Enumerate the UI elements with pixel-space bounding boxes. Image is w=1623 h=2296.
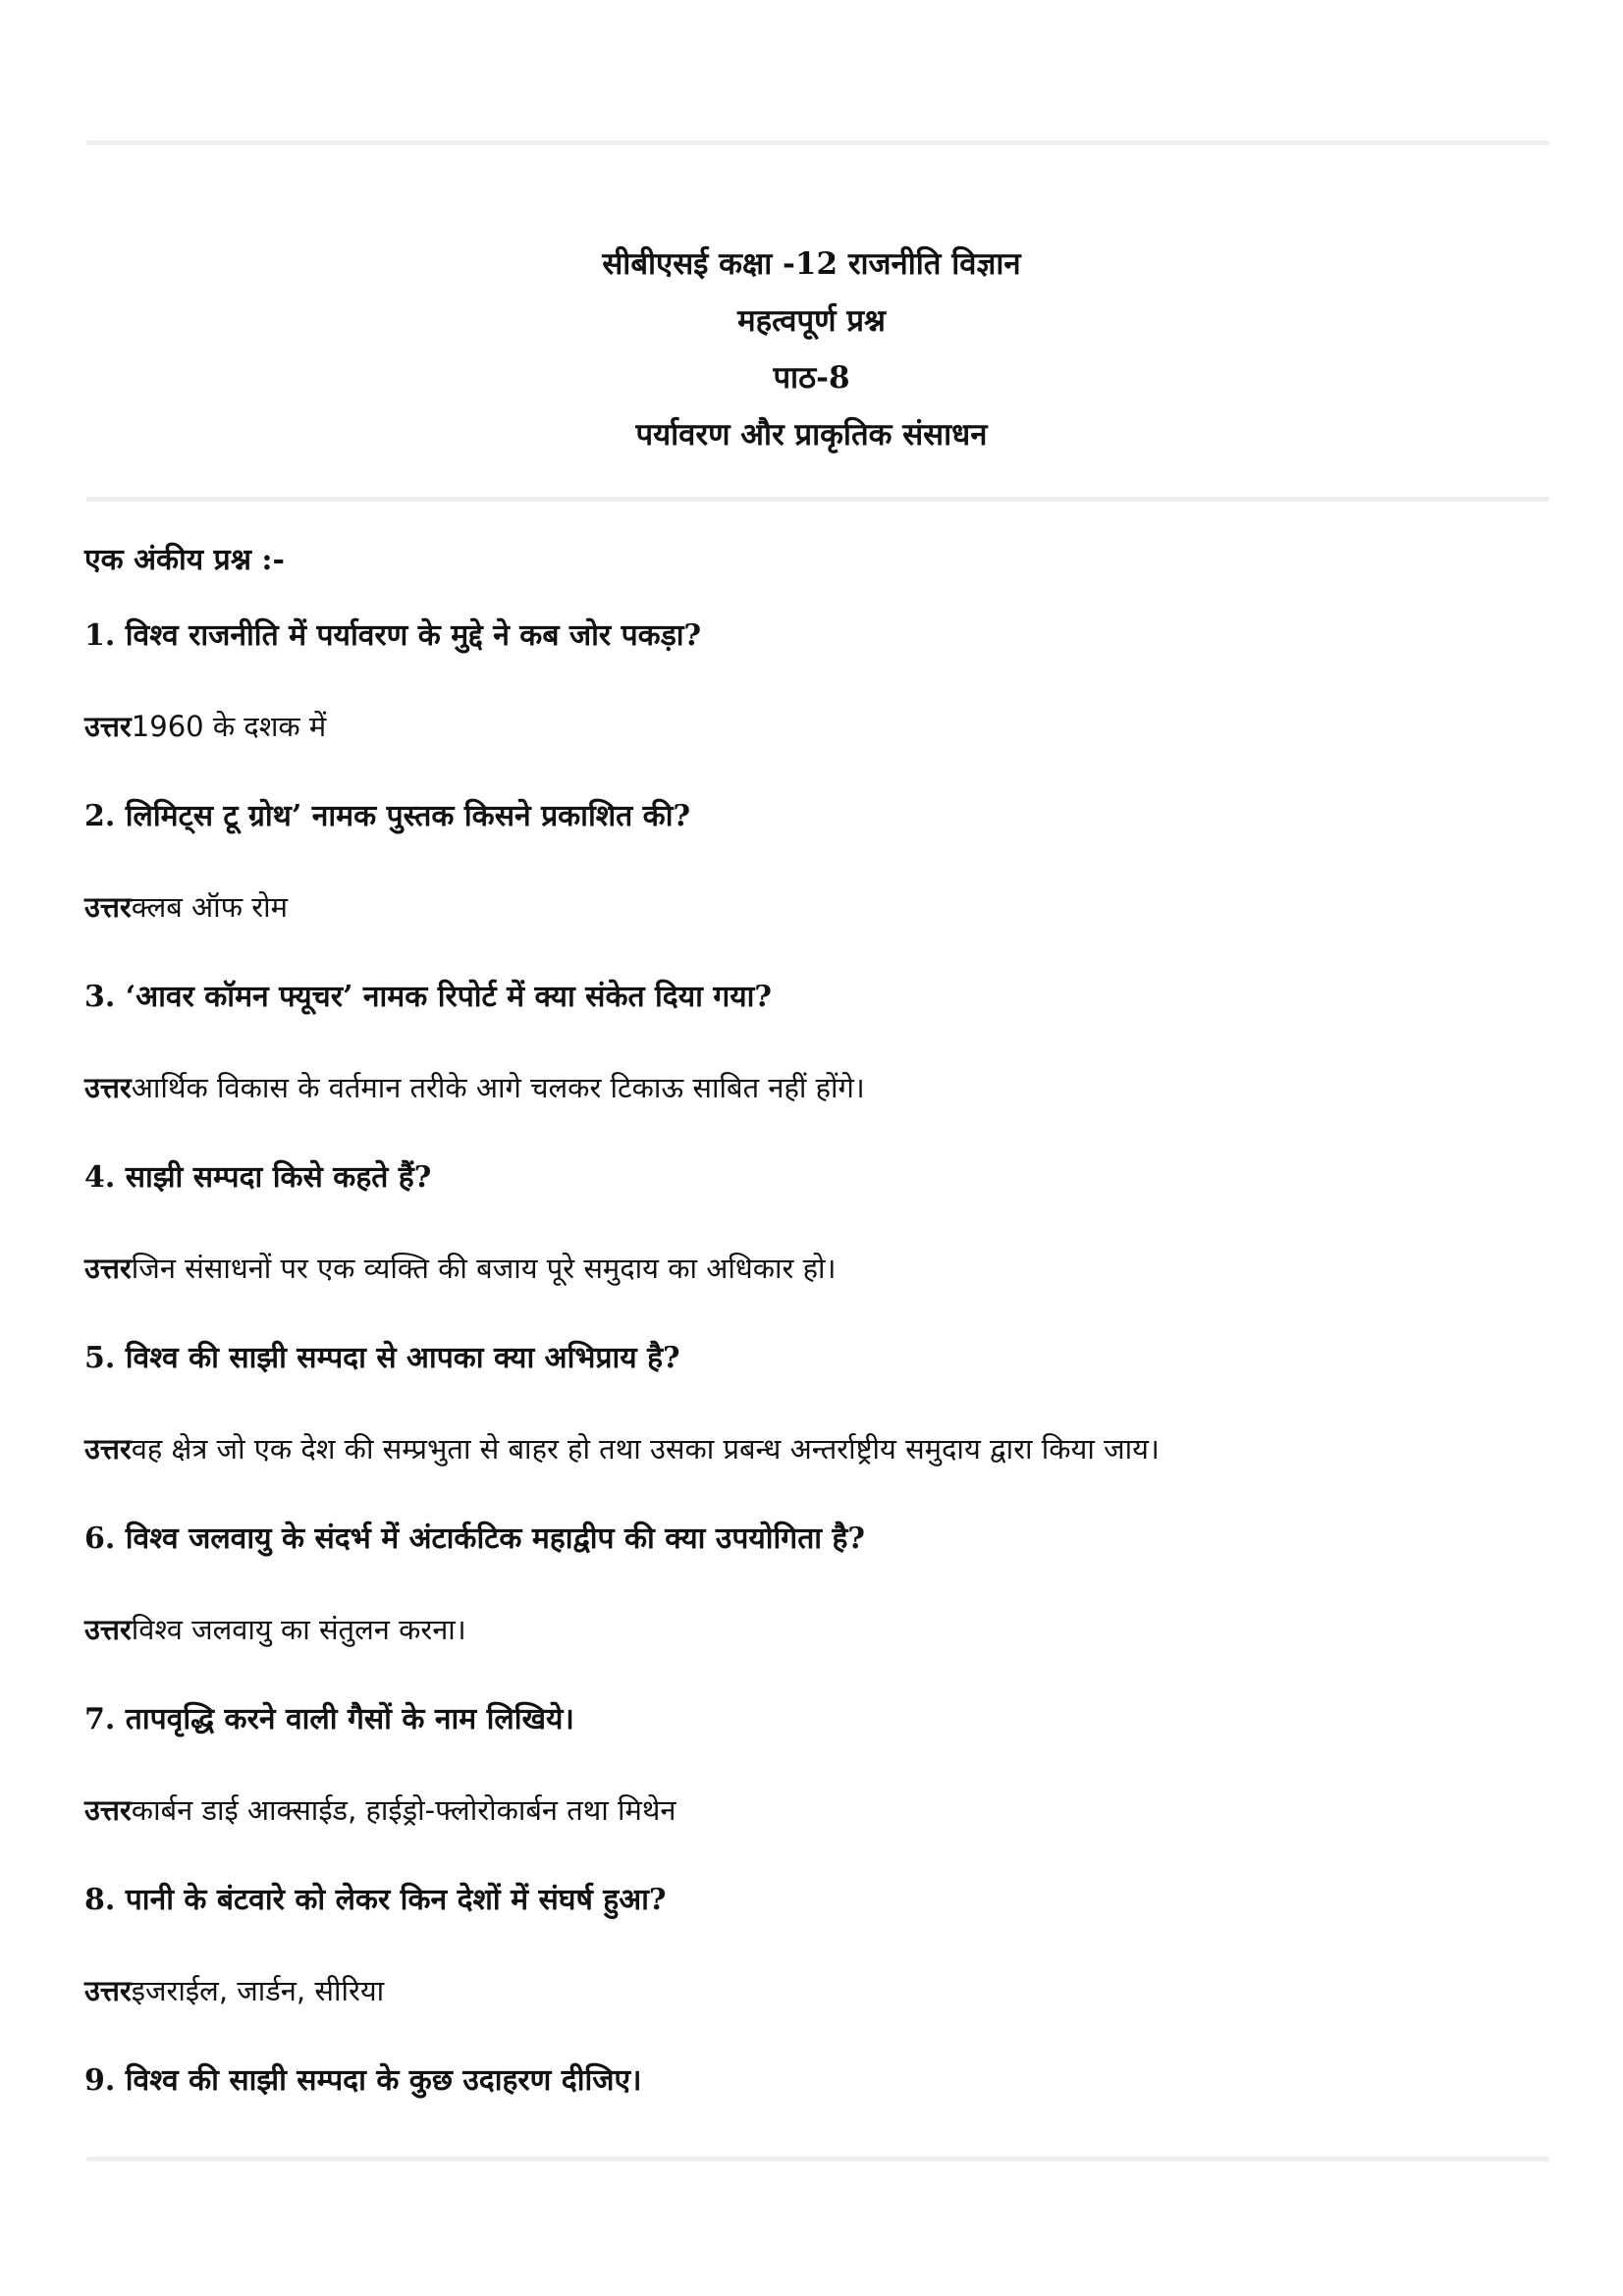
question-list — [84, 530, 1538, 2126]
question-1: 1. विश्व राजनीति में पर्यावरण के मुद्दे ने कब जोर पकड़ा? — [84, 618, 702, 653]
answer-label: उत्तर — [84, 1613, 132, 1646]
answer-text: जिन संसाधनों पर एक व्यक्ति की बजाय पूरे समुदाय का अधिकार हो। — [131, 1252, 837, 1285]
answer-6 — [84, 1584, 1538, 1675]
answer-text: विश्व जलवायु का संतुलन करना। — [131, 1613, 466, 1646]
heading-line-important-questions: महत्वपूर्ण प्रश्न — [737, 303, 886, 339]
top-divider — [86, 140, 1549, 145]
answer-text: क्लब ऑफ रोम — [131, 890, 288, 924]
question-5: 5. विश्व की साझी सम्पदा से आपका क्या अभिप्राय है? — [84, 1341, 680, 1375]
answer-text: कार्बन डाई आक्साईड, हाईड्रो-फ्लोरोकार्बन तथा मिथेन — [131, 1793, 676, 1827]
answer-2 — [84, 862, 1538, 952]
question-4: 4. साझी सम्पदा किसे कहते हैं? — [84, 1160, 432, 1195]
document-heading — [0, 236, 1623, 463]
section-label: एक अंकीय प्रश्न :- — [84, 543, 285, 577]
answer-1 — [84, 681, 1538, 772]
answer-label: उत्तर — [84, 710, 132, 743]
answer-4 — [84, 1223, 1538, 1313]
heading-line-chapter-title: पर्यावरण और प्राकृतिक संसाधन — [635, 417, 988, 453]
question-6: 6. विश्व जलवायु के संदर्भ में अंटार्कटिक महाद्वीप की क्या उपयोगिता है? — [84, 1522, 866, 1556]
answer-label: उत्तर — [84, 1071, 132, 1104]
bottom-divider — [86, 2157, 1549, 2162]
question-7: 7. तापवृद्धि करने वाली गैसों के नाम लिखिये। — [84, 1702, 574, 1736]
answer-8 — [84, 1946, 1538, 2036]
header-divider — [86, 497, 1549, 502]
question-2: 2. लिमिट्स टू ग्रोथ’ नामक पुस्तक किसने प्रकाशित की? — [84, 799, 691, 833]
question-8: 8. पानी के बंटवारे को लेकर किन देशों में संघर्ष हुआ? — [84, 1883, 667, 1917]
answer-label: उत्तर — [84, 890, 132, 924]
answer-text: आर्थिक विकास के वर्तमान तरीके आगे चलकर टिकाऊ साबित नहीं होंगे। — [131, 1071, 865, 1104]
answer-label: उत्तर — [84, 1432, 132, 1466]
answer-label: उत्तर — [84, 1974, 132, 2007]
question-3: 3. ‘आवर कॉमन फ्यूचर’ नामक रिपोर्ट में क्या संकेत दिया गया? — [84, 980, 772, 1014]
answer-text: वह क्षेत्र जो एक देश की सम्प्रभुता से बाहर हो तथा उसका प्रबन्ध अन्तर्राष्ट्रीय समुदाय द्वारा किया जाय। — [131, 1432, 1160, 1466]
heading-line-board-class: सीबीएसई कक्षा -12 राजनीति विज्ञान — [602, 246, 1021, 282]
answer-5 — [84, 1404, 1538, 1494]
answer-label: उत्तर — [84, 1252, 132, 1285]
question-9: 9. विश्व की साझी सम्पदा के कुछ उदाहरण दीजिए। — [84, 2063, 642, 2098]
answer-3 — [84, 1042, 1538, 1133]
answer-7 — [84, 1765, 1538, 1855]
answer-label: उत्तर — [84, 1793, 132, 1827]
heading-line-lesson: पाठ-8 — [773, 360, 850, 396]
answer-text: इजराईल, जार्डन, सीरिया — [131, 1974, 385, 2007]
answer-text: 1960 के दशक में — [131, 710, 327, 743]
